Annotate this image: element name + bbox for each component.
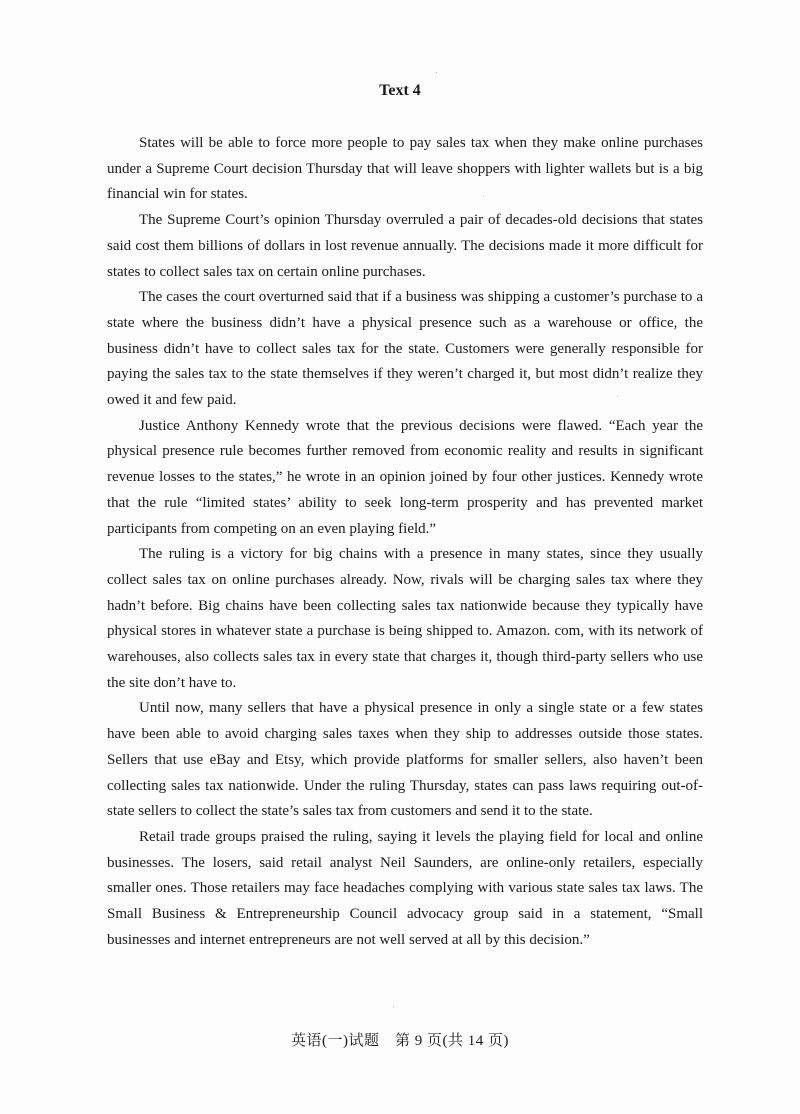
scan-speck [393,1006,394,1007]
paragraph-6: Until now, many sellers that have a physical presence in only a single state or a few states have been able to avoid charging sales taxes when they ship to addresses outside those states. Sellers that use eBay and Etsy, which provide platforms for smaller sellers, also haven’t been collecting sales tax nationwide. Under the ruling Thursday, states can pass laws requiring out-of-state sellers to collect the state’s sales tax from customers and send it to the state. [107,700,703,820]
paragraph-3: The cases the court overturned said that if a business was shipping a customer’s purchase to a state where the business didn’t have a physical presence such as a warehouse or office, the business didn’t have to collect sales tax for the state. Customers were generally responsible for paying the sales tax to the state themselves if they weren’t charged it, but most didn’t realize they owed it and few paid. [107,289,703,409]
paragraph-7: Retail trade groups praised the ruling, saying it levels the playing field for local and online businesses. The losers, said retail analyst Neil Saunders, are online-only retailers, especially smaller ones. Those retailers may face headaches complying with various state sales tax laws. The Small Business & Entrepreneurship Council advocacy group said in a statement, “Small businesses and internet entrepreneurs are not well served at all by this decision.” [107,828,703,948]
paragraph-4: Justice Anthony Kennedy wrote that the previous decisions were flawed. “Each year the physical presence rule becomes further removed from economic reality and results in significant revenue losses to the states,” he wrote in an opinion joined by four other justices. Kennedy wrote that the rule “limited states’ ability to seek long-term prosperity and has prevented market participants from competing on an even playing field.” [107,417,703,537]
scan-speck [436,72,437,73]
paragraph-1: States will be able to force more people to pay sales tax when they make online purchases under a Supreme Court decision Thursday that will leave shoppers with lighter wallets but is a big financial win for states. [107,135,703,203]
passage-body [107,131,703,954]
paragraph-5: The ruling is a victory for big chains with a presence in many states, since they usually collect sales tax on online purchases already. Now, rivals will be charging sales tax where they hadn’t before. Big chains have been collecting sales tax nationwide because they typically have physical stores in whatever state a purchase is being shipped to. Amazon. com, with its network of warehouses, also collects sales tax in every state that charges it, though third-party sellers who use the site don’t have to. [107,546,703,691]
page-footer: 英语(一)试题 第 9 页(共 14 页) [291,1033,509,1049]
paragraph-2: The Supreme Court’s opinion Thursday overruled a pair of decades-old decisions that states said cost them billions of dollars in lost revenue annually. The decisions made it more difficult for states to collect sales tax on certain online purchases. [107,212,703,280]
passage-title: Text 4 [379,82,421,99]
